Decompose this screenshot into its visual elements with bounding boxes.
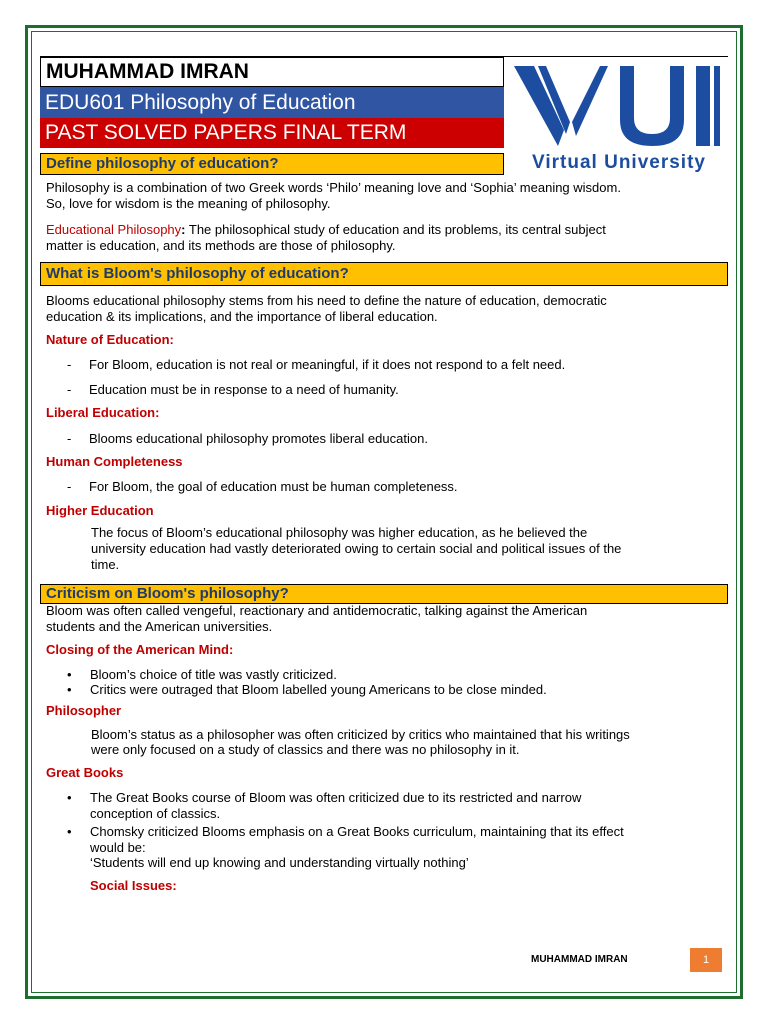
- list-item-text: Education must be in response to a need of humanity.: [89, 382, 399, 397]
- bullet-marker: •: [67, 682, 72, 697]
- bullet-marker: •: [67, 790, 72, 805]
- heading-nature-of-education: Nature of Education:: [46, 332, 174, 347]
- paragraph-line: Philosophy is a combination of two Greek words ‘Philo’ meaning love and ‘Sophia’ meaning wisdom.: [46, 180, 621, 195]
- question-criticism: Criticism on Bloom's philosophy?: [40, 584, 728, 604]
- educational-philosophy-label: Educational Philosophy: [46, 222, 182, 237]
- paragraph-line: Bloom’s status as a philosopher was often criticized by critics who maintained that his writings: [91, 727, 630, 742]
- list-item-text: Critics were outraged that Bloom labelled young Americans to be close minded.: [90, 682, 547, 697]
- dash-marker: -: [67, 479, 72, 494]
- paragraph-line: education & its implications, and the importance of liberal education.: [46, 309, 438, 324]
- paragraph-line: university education had vastly deteriorated owing to certain social and political issues of the: [91, 541, 622, 556]
- list-item-continuation: would be:: [90, 840, 146, 855]
- paragraph-line: Bloom was often called vengeful, reactionary and antidemocratic, talking against the American: [46, 603, 588, 618]
- page-number-badge: 1: [690, 948, 722, 972]
- quote-text: ‘Students will end up knowing and understanding virtually nothing’: [90, 855, 469, 870]
- heading-higher-education: Higher Education: [46, 503, 154, 518]
- label-colon: :: [181, 222, 186, 237]
- paragraph-line: students and the American universities.: [46, 619, 273, 634]
- dash-marker: -: [67, 382, 72, 397]
- heading-social-issues: Social Issues:: [90, 878, 177, 893]
- question-blooms-philosophy: What is Bloom's philosophy of education?: [40, 262, 728, 286]
- dash-marker: -: [67, 357, 72, 372]
- heading-great-books: Great Books: [46, 765, 124, 780]
- list-item-continuation: conception of classics.: [90, 806, 221, 821]
- footer-author: MUHAMMAD IMRAN: [531, 954, 628, 965]
- papers-banner: PAST SOLVED PAPERS FINAL TERM: [40, 118, 504, 148]
- paragraph-line: The focus of Bloom’s educational philosophy was higher education, as he believed the: [91, 525, 588, 540]
- bullet-marker: •: [67, 667, 72, 682]
- dash-marker: -: [67, 431, 72, 446]
- logo-caption: Virtual University: [532, 152, 706, 173]
- list-item-text: For Bloom, education is not real or meaningful, if it does not respond to a felt need.: [89, 357, 566, 372]
- educational-philosophy-paragraph: [46, 222, 606, 238]
- heading-philosopher: Philosopher: [46, 703, 122, 718]
- heading-closing-american-mind: Closing of the American Mind:: [46, 642, 234, 657]
- paragraph-text: The philosophical study of education and its problems, its central subject: [185, 222, 606, 237]
- virtual-university-logo: [508, 60, 730, 178]
- paragraph-line: So, love for wisdom is the meaning of philosophy.: [46, 196, 331, 211]
- question-define-philosophy: Define philosophy of education?: [40, 153, 504, 175]
- list-item-text: For Bloom, the goal of education must be human completeness.: [89, 479, 458, 494]
- vu-logo-mark: [508, 60, 730, 152]
- paragraph-line: Blooms educational philosophy stems from his need to define the nature of education, democratic: [46, 293, 607, 308]
- list-item-text: Chomsky criticized Blooms emphasis on a Great Books curriculum, maintaining that its effect: [90, 824, 624, 839]
- paragraph-line: were only focused on a study of classics and there was no philosophy in it.: [91, 742, 520, 757]
- heading-liberal-education: Liberal Education:: [46, 405, 160, 420]
- heading-human-completeness: Human Completeness: [46, 454, 183, 469]
- author-name: MUHAMMAD IMRAN: [40, 57, 504, 87]
- paragraph-line: matter is education, and its methods are those of philosophy.: [46, 238, 396, 253]
- bullet-marker: •: [67, 824, 72, 839]
- list-item-text: Bloom’s choice of title was vastly criticized.: [90, 667, 337, 682]
- paragraph-line: time.: [91, 557, 120, 572]
- list-item-text: Blooms educational philosophy promotes liberal education.: [89, 431, 428, 446]
- course-title: EDU601 Philosophy of Education: [40, 87, 504, 118]
- list-item-text: The Great Books course of Bloom was often criticized due to its restricted and narrow: [90, 790, 582, 805]
